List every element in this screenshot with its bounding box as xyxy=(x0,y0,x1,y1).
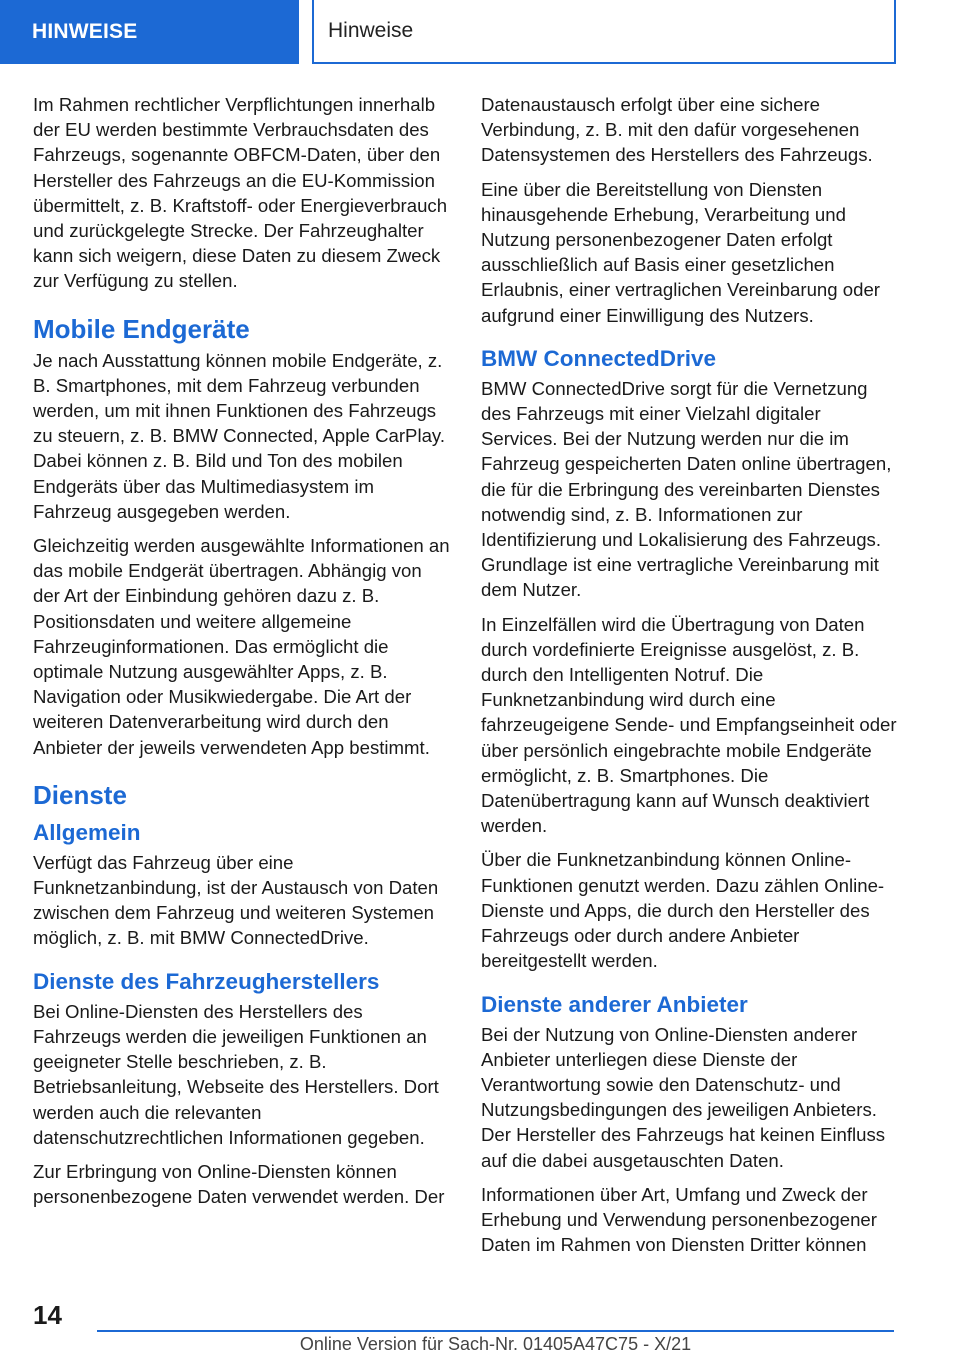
footer-divider xyxy=(97,1330,894,1332)
paragraph: Bei Online-Diensten des Herstellers des Fahrzeugs werden die jeweiligen Funktionen an geeigneter Stelle beschrieben, z. B. Betriebsanleitung, Webseite des Herstellers. Dort werden auch die relevanten datenschutzrechtlichen Informationen gegeben. xyxy=(33,1000,439,1148)
heading-mobile-endgeraete: Mobile Endgeräte xyxy=(33,313,250,344)
section-title: Hinweise xyxy=(312,0,896,64)
paragraph: Zur Erbringung von Online-Diensten können personenbezogene Daten verwendet werden. Der xyxy=(33,1160,445,1208)
heading-bmw-connecteddrive: BMW ConnectedDrive xyxy=(481,345,717,371)
paragraph: Je nach Ausstattung können mobile Endgeräte, z. B. Smartphones, mit dem Fahrzeug verbunden werden, um mit ihnen Funktionen des Fahrzeugs zu steuern, z. B. BMW Connected, Apple CarPlay. Dabei können z. B. Bild und Ton des mobilen Endgeräts über das Multimediasystem im Fahrzeug ausgegeben werden. xyxy=(33,349,446,522)
paragraph: Eine über die Bereitstellung von Diensten hinausgehende Erhebung, Verarbeitung und Nutzung personenbezogener Daten erfolgt ausschließlich auf Basis einer gesetzlichen Erlaubnis, einer vertraglichen Vereinbarung oder aufgrund einer Einwilligung des Nutzers. xyxy=(481,178,880,326)
section-tab: HINWEISE xyxy=(0,0,299,64)
paragraph: BMW ConnectedDrive sorgt für die Vernetzung des Fahrzeugs mit einer Vielzahl digitaler Services. Bei der Nutzung werden nur die im Fahrzeug gespeicherten Daten online übertragen, die für die Erbringung des vereinbarten Dienstes notwendig sind, z. B. Informationen zur Identifizierung und Lokalisierung des Fahrzeugs. Grundlage ist eine vertragliche Vereinbarung mit dem Nutzer. xyxy=(481,377,892,601)
left-column xyxy=(33,92,451,1218)
paragraph: Über die Funknetzanbindung können Online-Funktionen genutzt werden. Dazu zählen Online-Dienste und Apps, die durch den Hersteller des Fahrzeugs oder durch andere Anbieter bereitgestellt werden. xyxy=(481,849,885,972)
footer-version-text: Online Version für Sach-Nr. 01405A47C75 - X/21 xyxy=(299,1334,692,1354)
paragraph: Gleichzeitig werden ausgewählte Informationen an das mobile Endgerät übertragen. Abhängig von der Art der Einbindung gehören dazu z. B. Positionsdaten und weitere allgemeine Fahrzeuginformationen. Das ermöglicht die optimale Nutzung ausgewählter Apps, z. B. Navigation oder Musikwiedergabe. Die Art der weiteren Datenverarbeitung wird durch den Anbieter der jeweils verwendeten App bestimmt. xyxy=(33,535,450,758)
paragraph: In Einzelfällen wird die Übertragung von Daten durch vordefinierte Ereignisse ausgelöst, z. B. durch den Intelligenten Notruf. Die Funknetzanbindung wird durch eine fahrzeugeigene Sende- und Empfangseinheit oder über persönlich eingebrachte mobile Endgeräte ermöglicht, z. B. Smartphones. Die Datenübertragung kann auf Wunsch deaktiviert werden. xyxy=(481,613,897,837)
paragraph: Im Rahmen rechtlicher Verpflichtungen innerhalb der EU werden bestimmte Verbrauchsdaten des Fahrzeugs, sogenannte OBFCM-Daten, über den Hersteller des Fahrzeugs an die EU-Kommission übermittelt, z. B. Kraftstoff- oder Energieverbrauch und zurückgelegte Strecke. Der Fahrzeughalter kann sich weigern, diese Daten zu diesem Zweck zur Verfügung zu stellen. xyxy=(33,94,448,292)
paragraph: Verfügt das Fahrzeug über eine Funknetzanbindung, ist der Austausch von Daten zwischen dem Fahrzeug und weiteren Systemen möglich, z. B. mit BMW ConnectedDrive. xyxy=(33,851,439,949)
heading-dienste: Dienste xyxy=(33,779,127,810)
heading-dienste-anderer-anbieter: Dienste anderer Anbieter xyxy=(481,991,748,1017)
paragraph: Bei der Nutzung von Online-Diensten anderer Anbieter unterliegen diese Dienste der Verantwortung sowie den Datenschutz- und Nutzungsbedingungen des jeweiligen Anbieters. Der Hersteller des Fahrzeugs hat keinen Einfluss auf die dabei ausgetauschten Daten. xyxy=(481,1023,886,1171)
heading-allgemein: Allgemein xyxy=(33,819,141,845)
paragraph: Datenaustausch erfolgt über eine sichere Verbindung, z. B. mit den dafür vorgesehenen Datensystemen des Herstellers des Fahrzeugs. xyxy=(481,94,873,166)
right-column xyxy=(481,92,899,1266)
page-number: 14 xyxy=(33,1300,62,1330)
heading-dienste-fahrzeughersteller: Dienste des Fahrzeugherstellers xyxy=(33,968,380,994)
paragraph: Informationen über Art, Umfang und Zweck der Erhebung und Verwendung personenbezogener Daten im Rahmen von Diensten Dritter können xyxy=(481,1183,877,1256)
